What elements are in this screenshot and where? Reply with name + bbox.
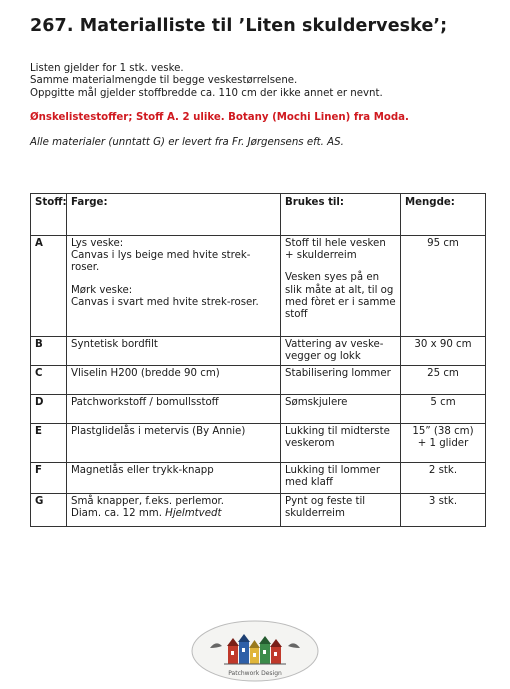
use-line: slik måte at alt, til og — [285, 284, 394, 296]
supplier-note: Alle materialer (unntatt G) er levert fra Fr. Jørgensens eft. AS. — [30, 137, 344, 148]
row-code: A — [31, 236, 67, 337]
use-line: Lukking til lommer — [285, 465, 381, 476]
color-line: Lys veske: — [71, 238, 124, 249]
materials-table — [30, 193, 486, 527]
row-code: G — [31, 494, 67, 527]
row-color: Magnetlås eller trykk-knapp — [67, 463, 281, 494]
row-code: F — [31, 463, 67, 494]
use-line: Lukking til midterste — [285, 426, 390, 437]
row-use: Stabilisering lommer — [281, 366, 401, 395]
use-line: veskerom — [285, 438, 335, 450]
use-line: Pynt og feste til — [285, 496, 366, 507]
header-mengde: Mengde: — [401, 194, 486, 236]
color-line-plain: Diam. ca. 12 mm. — [71, 508, 166, 520]
color-line — [71, 508, 276, 520]
row-use: Sømskjulere — [281, 395, 401, 424]
supplier-name: Hjelmtvedt — [165, 508, 222, 520]
logo-text: Patchwork Design — [228, 670, 282, 677]
color-line: roser. — [71, 262, 100, 274]
row-qty: 2 stk. — [401, 463, 486, 494]
row-code: D — [31, 395, 67, 424]
table-row — [31, 366, 486, 395]
table-row — [31, 395, 486, 424]
row-color — [67, 494, 281, 527]
use-line: Vattering av veske- — [285, 339, 384, 350]
page-title: 267. Materialliste til ’Liten skulderveske’; — [30, 16, 448, 36]
row-use — [281, 236, 401, 337]
use-line: + skulderreim — [285, 250, 357, 262]
color-line: Canvas i svart med hvite strek-roser. — [71, 296, 259, 308]
row-color: Plastglidelås i metervis (By Annie) — [67, 424, 281, 463]
row-use — [281, 337, 401, 366]
table-row — [31, 424, 486, 463]
row-qty — [401, 424, 486, 463]
use-line: skulderreim — [285, 508, 345, 520]
row-qty: 5 cm — [401, 395, 486, 424]
table-row — [31, 337, 486, 366]
wishlist-note: Ønskelistestoffer; Stoff A. 2 ulike. Botany (Mochi Linen) fra Moda. — [30, 112, 409, 123]
row-qty: 25 cm — [401, 366, 486, 395]
row-color: Syntetisk bordfilt — [67, 337, 281, 366]
header-stoff: Stoff: — [31, 194, 67, 236]
qty-line: + 1 glider — [417, 438, 469, 450]
row-qty: 3 stk. — [401, 494, 486, 527]
row-code: C — [31, 366, 67, 395]
row-use — [281, 424, 401, 463]
header-brukes-til: Brukes til: — [281, 194, 401, 236]
color-line: Mørk veske: — [71, 284, 133, 296]
header-farge: Farge: — [67, 194, 281, 236]
table-row — [31, 463, 486, 494]
use-line: Stoff til hele vesken — [285, 238, 386, 249]
use-line: vegger og lokk — [285, 351, 361, 363]
table-row — [31, 236, 486, 337]
intro-line: Samme materialmengde til begge veskestørrelsene. — [30, 75, 298, 87]
use-line: med klaff — [285, 477, 333, 489]
intro-line: Oppgitte mål gjelder stoffbredde ca. 110 cm der ikke annet er nevnt. — [30, 87, 383, 99]
use-line: Vesken syes på en — [285, 272, 380, 284]
table-header-row — [31, 194, 486, 236]
use-line: med fòret er i samme — [285, 296, 396, 308]
row-color: Vliselin H200 (bredde 90 cm) — [67, 366, 281, 395]
row-color — [67, 236, 281, 337]
qty-line: 15” (38 cm) — [412, 426, 474, 437]
row-code: E — [31, 424, 67, 463]
color-line: Små knapper, f.eks. perlemor. — [71, 496, 225, 507]
color-line: Canvas i lys beige med hvite strek- — [71, 250, 251, 262]
patchwork-design-logo — [190, 620, 320, 682]
intro-line: Listen gjelder for 1 stk. veske. — [30, 63, 184, 74]
row-qty: 30 x 90 cm — [401, 337, 486, 366]
row-color: Patchworkstoff / bomullsstoff — [67, 395, 281, 424]
table-row — [31, 494, 486, 527]
use-line: stoff — [285, 309, 308, 321]
intro-text — [30, 63, 383, 100]
row-use — [281, 463, 401, 494]
row-qty: 95 cm — [401, 236, 486, 337]
row-code: B — [31, 337, 67, 366]
row-use — [281, 494, 401, 527]
